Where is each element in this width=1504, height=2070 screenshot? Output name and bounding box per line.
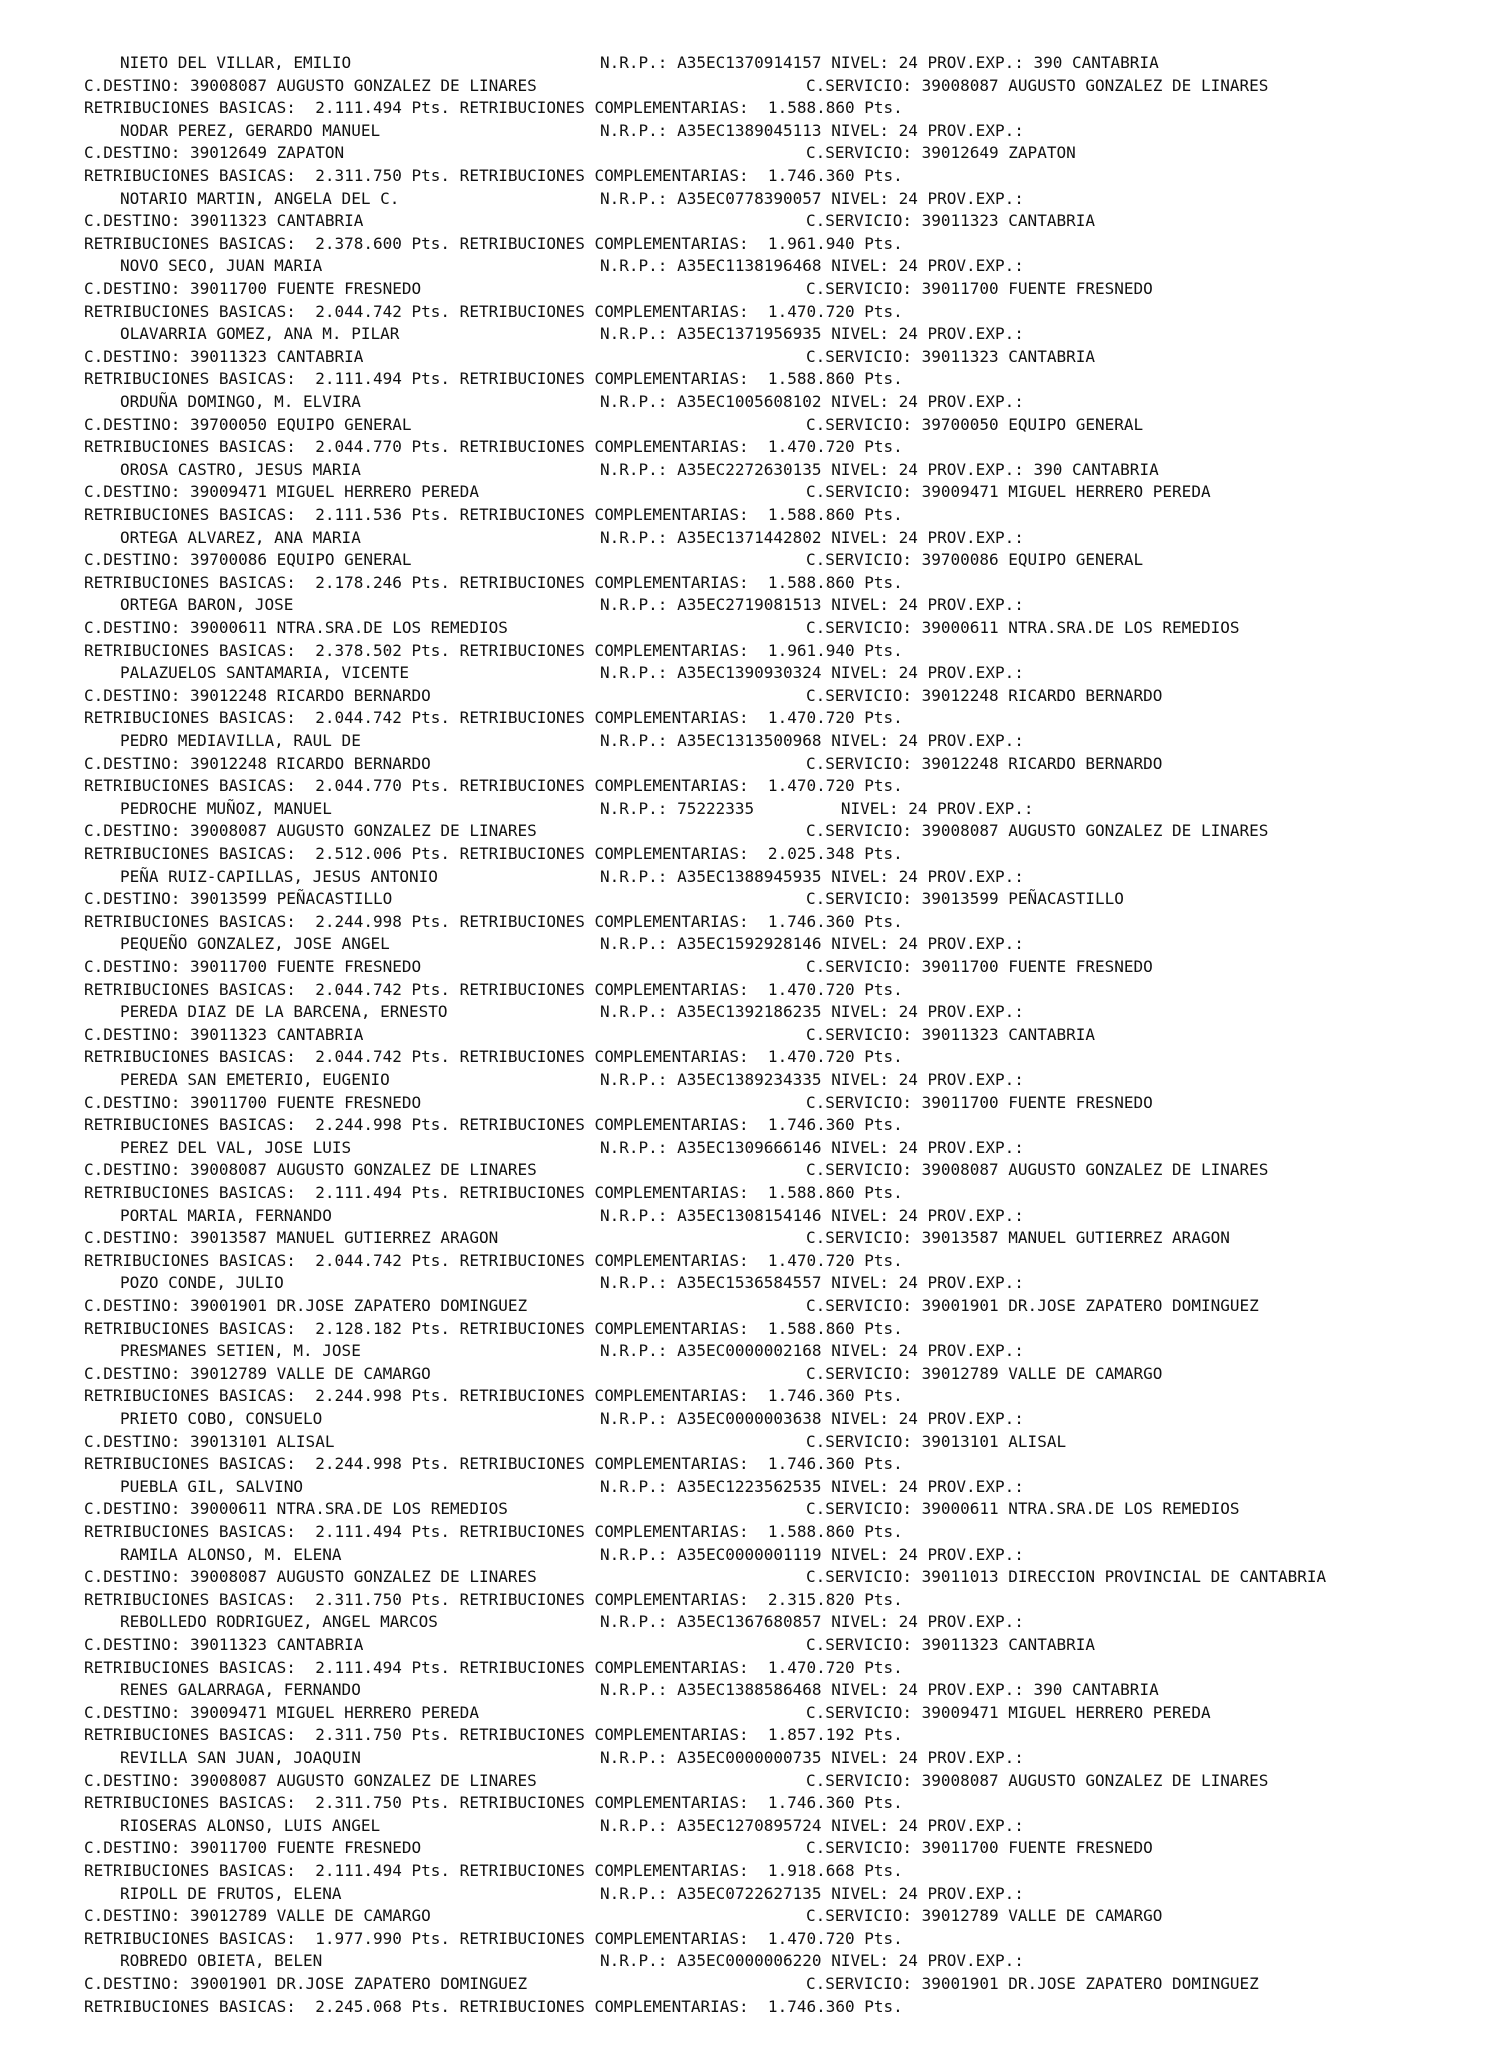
employee-name: RIOSERAS ALONSO, LUIS ANGEL [120,1815,381,1835]
employee-name: PEREZ DEL VAL, JOSE LUIS [120,1137,352,1157]
salary-info: RETRIBUCIONES BASICAS: 2.378.600 Pts. RETRIBUCIONES COMPLEMENTARIAS: 1.961.940 Pts. [84,233,903,253]
destino-center: C.DESTINO: 39013101 ALISAL [84,1431,335,1451]
servicio-center: C.SERVICIO: 39012789 VALLE DE CAMARGO [806,1906,1163,1926]
employee-record [0,933,1504,1001]
destino-center: C.DESTINO: 39009471 MIGUEL HERRERO PEREDA [84,482,479,502]
employee-record [0,323,1504,391]
employee-name: REVILLA SAN JUAN, JOAQUIN [120,1747,361,1767]
destino-center: C.DESTINO: 39011700 FUENTE FRESNEDO [84,1092,422,1112]
employee-name: PEREDA DIAZ DE LA BARCENA, ERNESTO [120,1002,448,1022]
destino-center: C.DESTINO: 39008087 AUGUSTO GONZALEZ DE LINARES [84,821,537,841]
nrp-info: N.R.P.: A35EC1371956935 NIVEL: 24 PROV.EXP.: [600,324,1024,344]
servicio-center: C.SERVICIO: 39011700 FUENTE FRESNEDO [806,956,1153,976]
destino-center: C.DESTINO: 39000611 NTRA.SRA.DE LOS REMEDIOS [84,1499,508,1519]
destino-center: C.DESTINO: 39011700 FUENTE FRESNEDO [84,278,422,298]
salary-info: RETRIBUCIONES BASICAS: 2.311.750 Pts. RETRIBUCIONES COMPLEMENTARIAS: 2.315.820 Pts. [84,1589,903,1609]
destino-center: C.DESTINO: 39700086 EQUIPO GENERAL [84,550,412,570]
destino-center: C.DESTINO: 39008087 AUGUSTO GONZALEZ DE LINARES [84,1770,537,1790]
nrp-info: N.R.P.: A35EC1270895724 NIVEL: 24 PROV.EXP.: [600,1815,1024,1835]
servicio-center: C.SERVICIO: 39700050 EQUIPO GENERAL [806,414,1144,434]
nrp-info: N.R.P.: A35EC0000001119 NIVEL: 24 PROV.EXP.: [600,1544,1024,1564]
destino-center: C.DESTINO: 39008087 AUGUSTO GONZALEZ DE LINARES [84,75,537,95]
servicio-center: C.SERVICIO: 39000611 NTRA.SRA.DE LOS REMEDIOS [806,617,1240,637]
nrp-info: N.R.P.: A35EC0000002168 NIVEL: 24 PROV.EXP.: [600,1341,1024,1361]
salary-info: RETRIBUCIONES BASICAS: 2.378.502 Pts. RETRIBUCIONES COMPLEMENTARIAS: 1.961.940 Pts. [84,640,903,660]
destino-center: C.DESTINO: 39012649 ZAPATON [84,143,345,163]
destino-center: C.DESTINO: 39013587 MANUEL GUTIERREZ ARAGON [84,1228,499,1248]
servicio-center: C.SERVICIO: 39012248 RICARDO BERNARDO [806,753,1163,773]
servicio-center: C.SERVICIO: 39011700 FUENTE FRESNEDO [806,1092,1153,1112]
employee-name: PEREDA SAN EMETERIO, EUGENIO [120,1069,390,1089]
employee-name: NODAR PEREZ, GERARDO MANUEL [120,120,381,140]
servicio-center: C.SERVICIO: 39011700 FUENTE FRESNEDO [806,278,1153,298]
salary-info: RETRIBUCIONES BASICAS: 2.244.998 Pts. RETRIBUCIONES COMPLEMENTARIAS: 1.746.360 Pts. [84,1454,903,1474]
salary-info: RETRIBUCIONES BASICAS: 2.111.494 Pts. RETRIBUCIONES COMPLEMENTARIAS: 1.588.860 Pts. [84,1521,903,1541]
servicio-center: C.SERVICIO: 39011700 FUENTE FRESNEDO [806,1838,1153,1858]
salary-info: RETRIBUCIONES BASICAS: 2.044.770 Pts. RETRIBUCIONES COMPLEMENTARIAS: 1.470.720 Pts. [84,776,903,796]
nrp-info: N.R.P.: A35EC1388945935 NIVEL: 24 PROV.EXP.: [600,866,1024,886]
servicio-center: C.SERVICIO: 39000611 NTRA.SRA.DE LOS REMEDIOS [806,1499,1240,1519]
salary-info: RETRIBUCIONES BASICAS: 2.111.494 Pts. RETRIBUCIONES COMPLEMENTARIAS: 1.588.860 Pts. [84,369,903,389]
servicio-center: C.SERVICIO: 39012649 ZAPATON [806,143,1076,163]
salary-info: RETRIBUCIONES BASICAS: 2.111.494 Pts. RETRIBUCIONES COMPLEMENTARIAS: 1.470.720 Pts. [84,1657,903,1677]
salary-info: RETRIBUCIONES BASICAS: 2.111.494 Pts. RETRIBUCIONES COMPLEMENTARIAS: 1.918.668 Pts. [84,1860,903,1880]
employee-record [0,1069,1504,1137]
salary-info: RETRIBUCIONES BASICAS: 2.044.742 Pts. RETRIBUCIONES COMPLEMENTARIAS: 1.470.720 Pts. [84,1047,903,1067]
employee-name: RENES GALARRAGA, FERNANDO [120,1680,361,1700]
employee-record [0,1476,1504,1544]
nrp-info: N.R.P.: A35EC1308154146 NIVEL: 24 PROV.EXP.: [600,1205,1024,1225]
destino-center: C.DESTINO: 39011700 FUENTE FRESNEDO [84,956,422,976]
document-listing [0,52,1504,2018]
employee-record [0,1408,1504,1476]
destino-center: C.DESTINO: 39013599 PEÑACASTILLO [84,889,393,909]
salary-info: RETRIBUCIONES BASICAS: 2.111.494 Pts. RETRIBUCIONES COMPLEMENTARIAS: 1.588.860 Pts. [84,1182,903,1202]
employee-name: NOVO SECO, JUAN MARIA [120,256,323,276]
nrp-info: N.R.P.: A35EC1392186235 NIVEL: 24 PROV.EXP.: [600,1002,1024,1022]
salary-info: RETRIBUCIONES BASICAS: 2.311.750 Pts. RETRIBUCIONES COMPLEMENTARIAS: 1.857.192 Pts. [84,1725,903,1745]
employee-record [0,798,1504,866]
servicio-center: C.SERVICIO: 39011323 CANTABRIA [806,1634,1095,1654]
employee-name: REBOLLEDO RODRIGUEZ, ANGEL MARCOS [120,1612,438,1632]
employee-record [0,594,1504,662]
servicio-center: C.SERVICIO: 39700086 EQUIPO GENERAL [806,550,1144,570]
employee-name: PEDROCHE MUÑOZ, MANUEL [120,798,332,818]
employee-name: PUEBLA GIL, SALVINO [120,1476,304,1496]
nrp-info: N.R.P.: A35EC0778390057 NIVEL: 24 PROV.EXP.: [600,188,1024,208]
nrp-info: N.R.P.: A35EC1313500968 NIVEL: 24 PROV.EXP.: [600,730,1024,750]
salary-info: RETRIBUCIONES BASICAS: 2.044.770 Pts. RETRIBUCIONES COMPLEMENTARIAS: 1.470.720 Pts. [84,437,903,457]
servicio-center: C.SERVICIO: 39001901 DR.JOSE ZAPATERO DOMINGUEZ [806,1973,1259,1993]
employee-record [0,1611,1504,1679]
employee-name: ROBREDO OBIETA, BELEN [120,1951,323,1971]
salary-info: RETRIBUCIONES BASICAS: 2.044.742 Pts. RETRIBUCIONES COMPLEMENTARIAS: 1.470.720 Pts. [84,1250,903,1270]
destino-center: C.DESTINO: 39012248 RICARDO BERNARDO [84,753,431,773]
employee-record [0,1950,1504,2018]
servicio-center: C.SERVICIO: 39008087 AUGUSTO GONZALEZ DE LINARES [806,75,1269,95]
nrp-info: N.R.P.: A35EC1138196468 NIVEL: 24 PROV.EXP.: [600,256,1024,276]
salary-info: RETRIBUCIONES BASICAS: 1.977.990 Pts. RETRIBUCIONES COMPLEMENTARIAS: 1.470.720 Pts. [84,1928,903,1948]
employee-record [0,866,1504,934]
employee-name: NIETO DEL VILLAR, EMILIO [120,53,352,72]
employee-record [0,662,1504,730]
servicio-center: C.SERVICIO: 39008087 AUGUSTO GONZALEZ DE LINARES [806,1160,1269,1180]
employee-record [0,1340,1504,1408]
employee-name: PRESMANES SETIEN, M. JOSE [120,1341,361,1361]
nrp-info: N.R.P.: A35EC2272630135 NIVEL: 24 PROV.EXP.: 390 CANTABRIA [600,459,1159,479]
servicio-center: C.SERVICIO: 39013599 PEÑACASTILLO [806,889,1124,909]
servicio-center: C.SERVICIO: 39001901 DR.JOSE ZAPATERO DOMINGUEZ [806,1295,1259,1315]
salary-info: RETRIBUCIONES BASICAS: 2.111.494 Pts. RETRIBUCIONES COMPLEMENTARIAS: 1.588.860 Pts. [84,98,903,118]
employee-name: ORDUÑA DOMINGO, M. ELVIRA [120,391,361,411]
employee-record [0,1272,1504,1340]
employee-record [0,1137,1504,1205]
salary-info: RETRIBUCIONES BASICAS: 2.311.750 Pts. RETRIBUCIONES COMPLEMENTARIAS: 1.746.360 Pts. [84,1793,903,1813]
servicio-center: C.SERVICIO: 39012789 VALLE DE CAMARGO [806,1363,1163,1383]
salary-info: RETRIBUCIONES BASICAS: 2.044.742 Pts. RETRIBUCIONES COMPLEMENTARIAS: 1.470.720 Pts. [84,979,903,999]
servicio-center: C.SERVICIO: 39011323 CANTABRIA [806,211,1095,231]
nrp-info: N.R.P.: A35EC2719081513 NIVEL: 24 PROV.EXP.: [600,595,1024,615]
employee-record [0,1001,1504,1069]
salary-info: RETRIBUCIONES BASICAS: 2.044.742 Pts. RETRIBUCIONES COMPLEMENTARIAS: 1.470.720 Pts. [84,708,903,728]
employee-name: PALAZUELOS SANTAMARIA, VICENTE [120,663,409,683]
employee-record [0,52,1504,120]
destino-center: C.DESTINO: 39001901 DR.JOSE ZAPATERO DOMINGUEZ [84,1295,528,1315]
nrp-info: N.R.P.: A35EC1390930324 NIVEL: 24 PROV.EXP.: [600,663,1024,683]
destino-center: C.DESTINO: 39012248 RICARDO BERNARDO [84,685,431,705]
employee-record [0,1883,1504,1951]
destino-center: C.DESTINO: 39011323 CANTABRIA [84,1024,364,1044]
employee-name: POZO CONDE, JULIO [120,1273,284,1293]
nrp-info: N.R.P.: A35EC1592928146 NIVEL: 24 PROV.EXP.: [600,934,1024,954]
servicio-center: C.SERVICIO: 39009471 MIGUEL HERRERO PEREDA [806,1702,1211,1722]
servicio-center: C.SERVICIO: 39009471 MIGUEL HERRERO PEREDA [806,482,1211,502]
destino-center: C.DESTINO: 39011323 CANTABRIA [84,346,364,366]
employee-record [0,527,1504,595]
employee-name: OROSA CASTRO, JESUS MARIA [120,459,361,479]
nrp-info: N.R.P.: A35EC1388586468 NIVEL: 24 PROV.EXP.: 390 CANTABRIA [600,1680,1159,1700]
destino-center: C.DESTINO: 39009471 MIGUEL HERRERO PEREDA [84,1702,479,1722]
employee-record [0,1747,1504,1815]
nrp-info: N.R.P.: A35EC1367680857 NIVEL: 24 PROV.EXP.: [600,1612,1024,1632]
employee-record [0,1205,1504,1273]
nrp-info: N.R.P.: A35EC1005608102 NIVEL: 24 PROV.EXP.: [600,391,1024,411]
servicio-center: C.SERVICIO: 39013587 MANUEL GUTIERREZ ARAGON [806,1228,1230,1248]
nrp-info: N.R.P.: A35EC0000006220 NIVEL: 24 PROV.EXP.: [600,1951,1024,1971]
nrp-info: N.R.P.: A35EC1389234335 NIVEL: 24 PROV.EXP.: [600,1069,1024,1089]
employee-record [0,1544,1504,1612]
salary-info: RETRIBUCIONES BASICAS: 2.128.182 Pts. RETRIBUCIONES COMPLEMENTARIAS: 1.588.860 Pts. [84,1318,903,1338]
employee-record [0,1815,1504,1883]
salary-info: RETRIBUCIONES BASICAS: 2.512.006 Pts. RETRIBUCIONES COMPLEMENTARIAS: 2.025.348 Pts. [84,843,903,863]
employee-name: PRIETO COBO, CONSUELO [120,1408,323,1428]
servicio-center: C.SERVICIO: 39011013 DIRECCION PROVINCIAL DE CANTABRIA [806,1567,1327,1587]
servicio-center: C.SERVICIO: 39008087 AUGUSTO GONZALEZ DE LINARES [806,1770,1269,1790]
servicio-center: C.SERVICIO: 39011323 CANTABRIA [806,1024,1095,1044]
employee-name: PEDRO MEDIAVILLA, RAUL DE [120,730,361,750]
employee-record [0,459,1504,527]
employee-name: RIPOLL DE FRUTOS, ELENA [120,1883,342,1903]
destino-center: C.DESTINO: 39001901 DR.JOSE ZAPATERO DOMINGUEZ [84,1973,528,1993]
nrp-info: N.R.P.: A35EC1371442802 NIVEL: 24 PROV.EXP.: [600,527,1024,547]
salary-info: RETRIBUCIONES BASICAS: 2.244.998 Pts. RETRIBUCIONES COMPLEMENTARIAS: 1.746.360 Pts. [84,1386,903,1406]
employee-name: PORTAL MARIA, FERNANDO [120,1205,332,1225]
employee-name: ORTEGA ALVAREZ, ANA MARIA [120,527,361,547]
employee-name: NOTARIO MARTIN, ANGELA DEL C. [120,188,400,208]
destino-center: C.DESTINO: 39008087 AUGUSTO GONZALEZ DE LINARES [84,1160,537,1180]
salary-info: RETRIBUCIONES BASICAS: 2.245.068 Pts. RETRIBUCIONES COMPLEMENTARIAS: 1.746.360 Pts. [84,1996,903,2016]
employee-name: PEÑA RUIZ-CAPILLAS, JESUS ANTONIO [120,866,438,886]
destino-center: C.DESTINO: 39011700 FUENTE FRESNEDO [84,1838,422,1858]
nrp-info: N.R.P.: A35EC0000003638 NIVEL: 24 PROV.EXP.: [600,1408,1024,1428]
salary-info: RETRIBUCIONES BASICAS: 2.178.246 Pts. RETRIBUCIONES COMPLEMENTARIAS: 1.588.860 Pts. [84,572,903,592]
destino-center: C.DESTINO: 39011323 CANTABRIA [84,1634,364,1654]
employee-record [0,730,1504,798]
nrp-info: N.R.P.: A35EC1370914157 NIVEL: 24 PROV.EXP.: 390 CANTABRIA [600,53,1159,72]
destino-center: C.DESTINO: 39011323 CANTABRIA [84,211,364,231]
employee-record [0,1679,1504,1747]
servicio-center: C.SERVICIO: 39011323 CANTABRIA [806,346,1095,366]
destino-center: C.DESTINO: 39008087 AUGUSTO GONZALEZ DE LINARES [84,1567,537,1587]
destino-center: C.DESTINO: 39700050 EQUIPO GENERAL [84,414,412,434]
servicio-center: C.SERVICIO: 39013101 ALISAL [806,1431,1067,1451]
salary-info: RETRIBUCIONES BASICAS: 2.311.750 Pts. RETRIBUCIONES COMPLEMENTARIAS: 1.746.360 Pts. [84,165,903,185]
nrp-info: N.R.P.: A35EC1223562535 NIVEL: 24 PROV.EXP.: [600,1476,1024,1496]
nrp-info: N.R.P.: A35EC0722627135 NIVEL: 24 PROV.EXP.: [600,1883,1024,1903]
employee-name: ORTEGA BARON, JOSE [120,595,294,615]
employee-record [0,391,1504,459]
salary-info: RETRIBUCIONES BASICAS: 2.244.998 Pts. RETRIBUCIONES COMPLEMENTARIAS: 1.746.360 Pts. [84,911,903,931]
employee-record [0,188,1504,256]
salary-info: RETRIBUCIONES BASICAS: 2.244.998 Pts. RETRIBUCIONES COMPLEMENTARIAS: 1.746.360 Pts. [84,1115,903,1135]
nrp-info: N.R.P.: A35EC1309666146 NIVEL: 24 PROV.EXP.: [600,1137,1024,1157]
employee-record [0,255,1504,323]
nrp-info: N.R.P.: A35EC1536584557 NIVEL: 24 PROV.EXP.: [600,1273,1024,1293]
employee-name: PEQUEÑO GONZALEZ, JOSE ANGEL [120,934,390,954]
servicio-center: C.SERVICIO: 39008087 AUGUSTO GONZALEZ DE LINARES [806,821,1269,841]
salary-info: RETRIBUCIONES BASICAS: 2.044.742 Pts. RETRIBUCIONES COMPLEMENTARIAS: 1.470.720 Pts. [84,301,903,321]
servicio-center: C.SERVICIO: 39012248 RICARDO BERNARDO [806,685,1163,705]
nrp-info: N.R.P.: 75222335 NIVEL: 24 PROV.EXP.: [600,798,1034,818]
employee-name: RAMILA ALONSO, M. ELENA [120,1544,342,1564]
destino-center: C.DESTINO: 39012789 VALLE DE CAMARGO [84,1363,431,1383]
destino-center: C.DESTINO: 39000611 NTRA.SRA.DE LOS REMEDIOS [84,617,508,637]
employee-record [0,120,1504,188]
salary-info: RETRIBUCIONES BASICAS: 2.111.536 Pts. RETRIBUCIONES COMPLEMENTARIAS: 1.588.860 Pts. [84,504,903,524]
nrp-info: N.R.P.: A35EC1389045113 NIVEL: 24 PROV.EXP.: [600,120,1024,140]
employee-name: OLAVARRIA GOMEZ, ANA M. PILAR [120,324,400,344]
destino-center: C.DESTINO: 39012789 VALLE DE CAMARGO [84,1906,431,1926]
nrp-info: N.R.P.: A35EC0000000735 NIVEL: 24 PROV.EXP.: [600,1747,1024,1767]
